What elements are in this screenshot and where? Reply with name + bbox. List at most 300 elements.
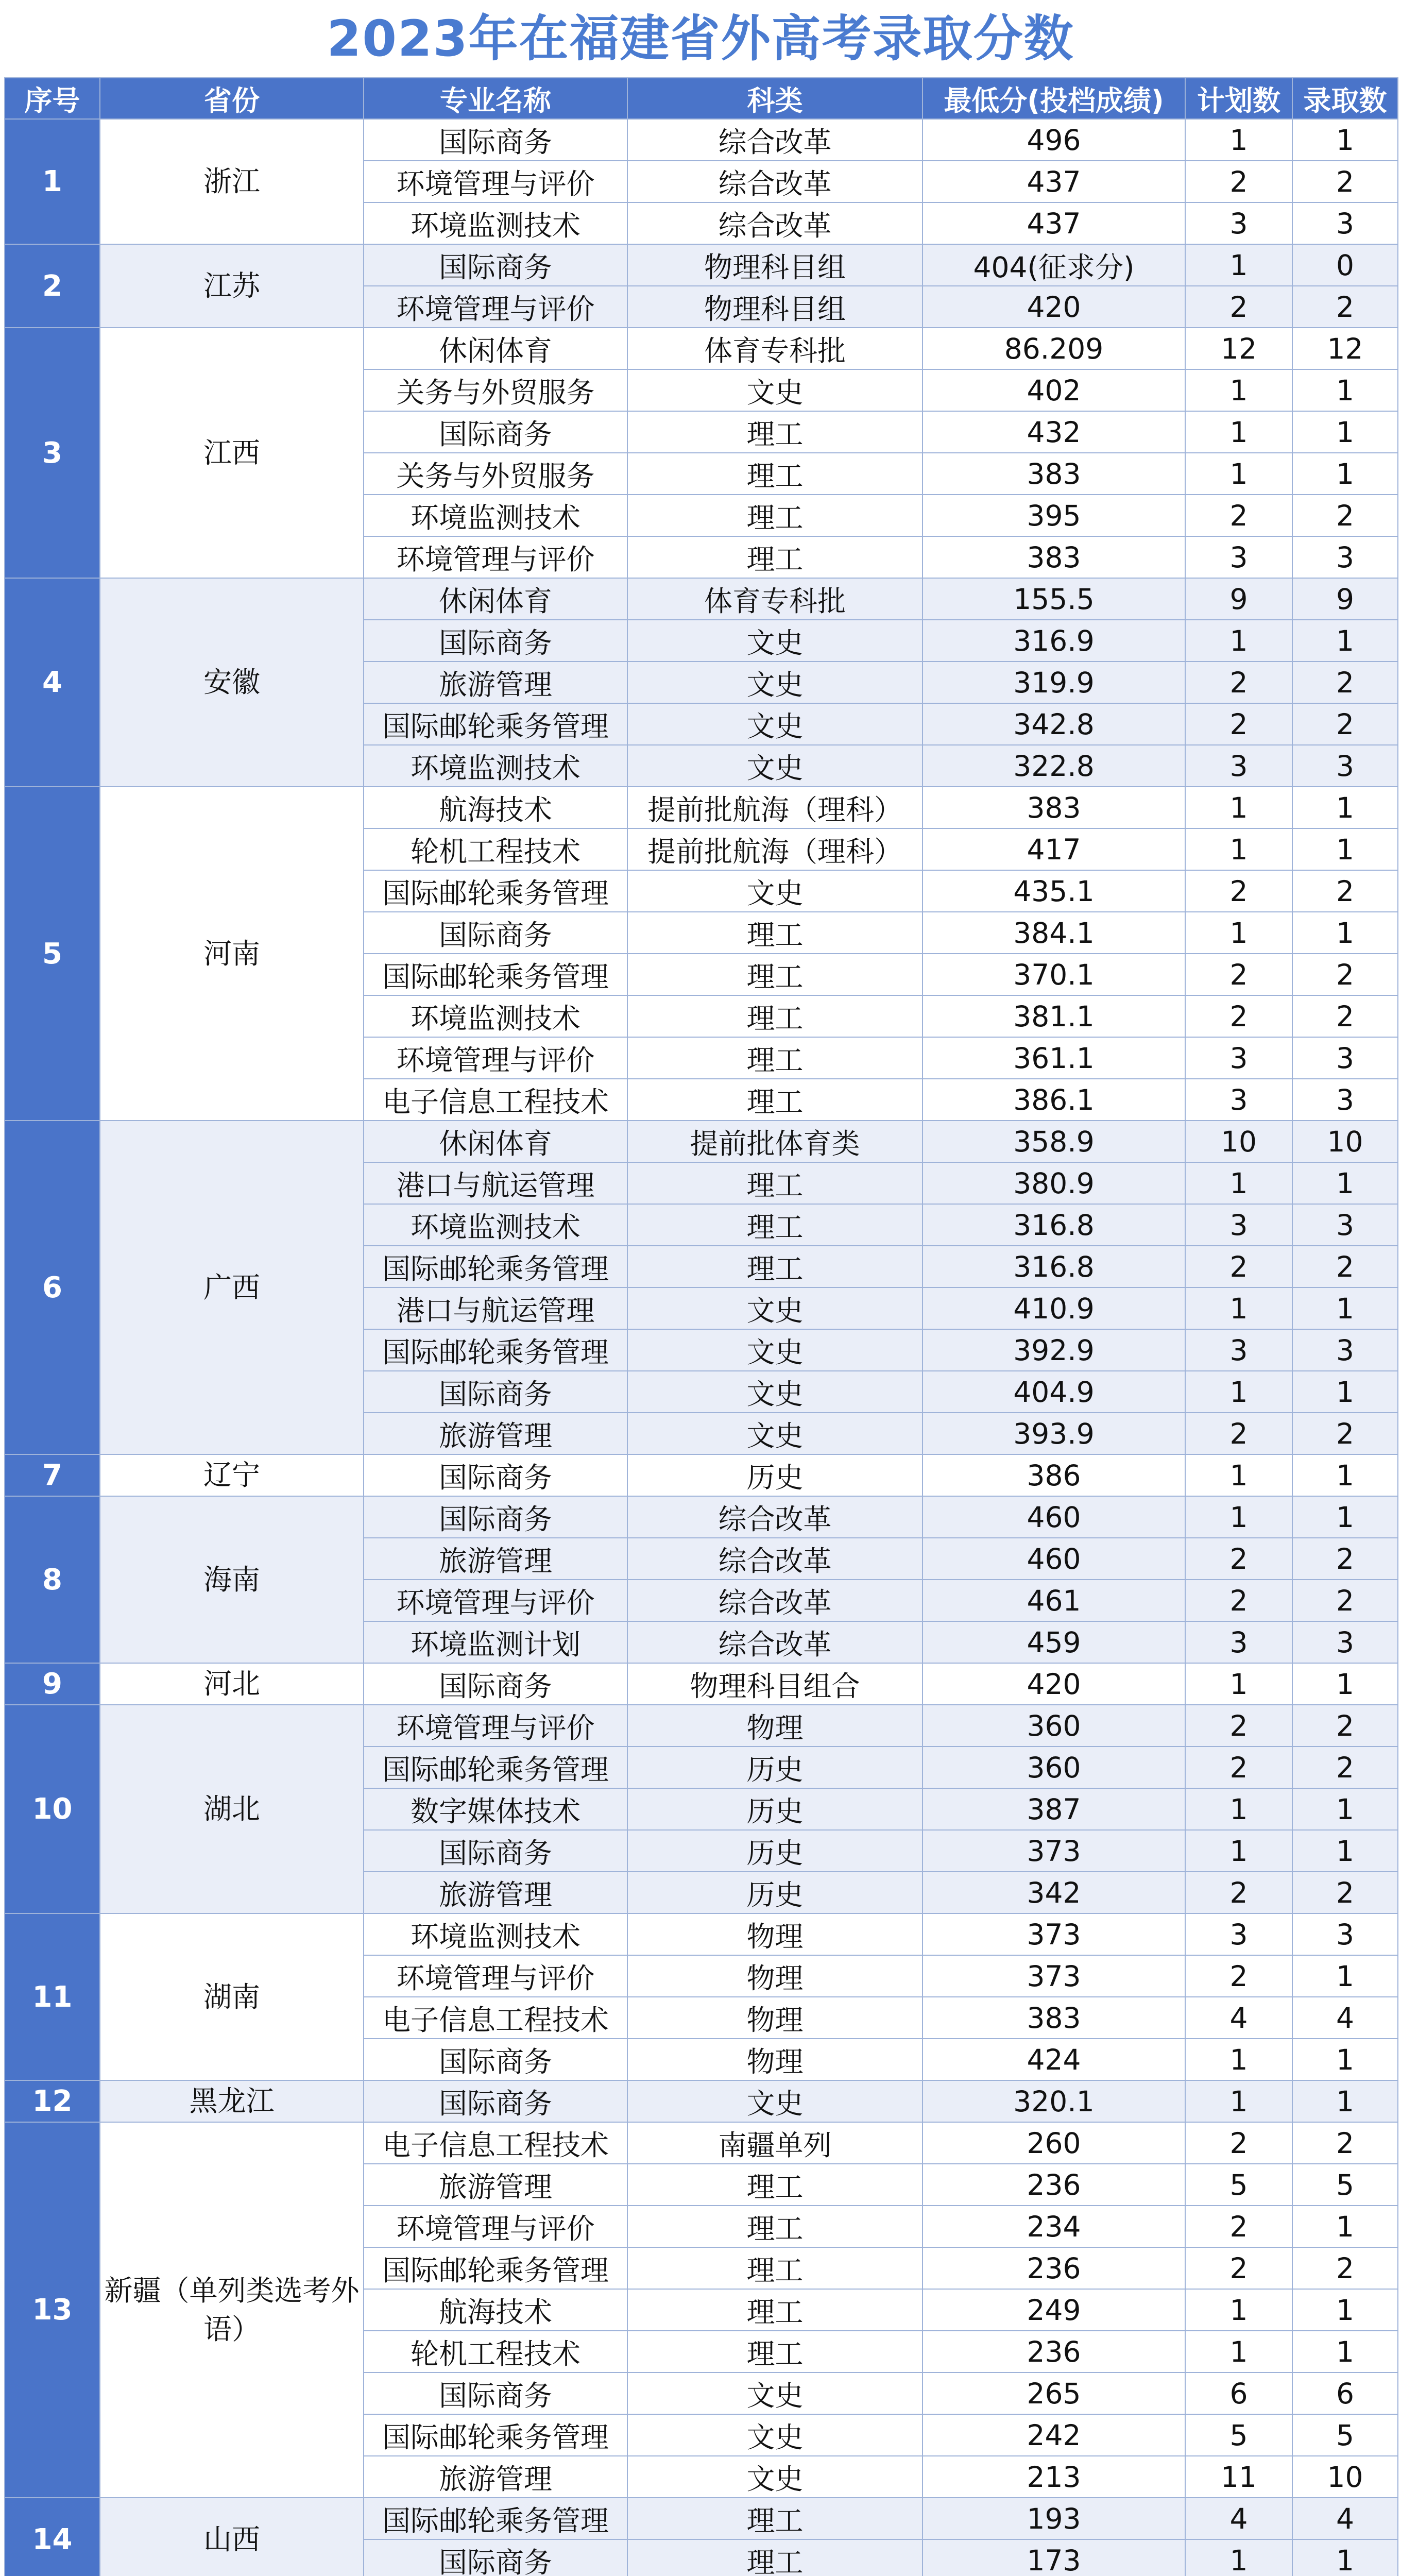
admitted-cell: 3 — [1292, 202, 1398, 244]
major-cell: 国际商务 — [364, 1454, 627, 1496]
seq-cell: 2 — [5, 244, 100, 328]
category-cell: 提前批航海（理科） — [627, 787, 922, 828]
category-cell: 理工 — [627, 1246, 922, 1287]
admitted-cell: 1 — [1292, 620, 1398, 662]
table-row — [5, 787, 1398, 828]
category-cell: 物理科目组 — [627, 286, 922, 328]
admitted-cell: 3 — [1292, 1204, 1398, 1246]
admitted-cell: 2 — [1292, 703, 1398, 745]
major-cell: 环境管理与评价 — [364, 1955, 627, 1997]
min-score-cell: 496 — [922, 119, 1185, 161]
category-cell: 综合改革 — [627, 1496, 922, 1538]
category-cell: 理工 — [627, 453, 922, 495]
table-row — [5, 1454, 1398, 1496]
plan-cell: 2 — [1185, 703, 1292, 745]
admitted-cell: 9 — [1292, 578, 1398, 620]
admitted-cell: 1 — [1292, 828, 1398, 870]
province-cell: 新疆（单列类选考外语） — [100, 2122, 364, 2498]
major-cell: 国际邮轮乘务管理 — [364, 1747, 627, 1788]
admitted-cell: 1 — [1292, 1162, 1398, 1204]
min-score-cell: 342.8 — [922, 703, 1185, 745]
category-cell: 理工 — [627, 2247, 922, 2289]
major-cell: 环境监测技术 — [364, 745, 627, 787]
min-score-cell: 173 — [922, 2539, 1185, 2576]
min-score-cell: 393.9 — [922, 1413, 1185, 1454]
category-cell: 南疆单列 — [627, 2122, 922, 2164]
plan-cell: 1 — [1185, 244, 1292, 286]
min-score-cell: 358.9 — [922, 1121, 1185, 1162]
min-score-cell: 373 — [922, 1913, 1185, 1955]
min-score-cell: 404(征求分) — [922, 244, 1185, 286]
min-score-cell: 460 — [922, 1538, 1185, 1580]
min-score-cell: 383 — [922, 1997, 1185, 2039]
category-cell: 文史 — [627, 1329, 922, 1371]
province-cell: 广西 — [100, 1121, 364, 1454]
category-cell: 提前批体育类 — [627, 1121, 922, 1162]
category-cell: 历史 — [627, 1872, 922, 1913]
admitted-cell: 1 — [1292, 1788, 1398, 1830]
category-cell: 历史 — [627, 1788, 922, 1830]
min-score-cell: 383 — [922, 453, 1185, 495]
major-cell: 旅游管理 — [364, 1413, 627, 1454]
category-cell: 理工 — [627, 1204, 922, 1246]
major-cell: 国际商务 — [364, 244, 627, 286]
min-score-cell: 322.8 — [922, 745, 1185, 787]
plan-cell: 1 — [1185, 2039, 1292, 2080]
admitted-cell: 1 — [1292, 787, 1398, 828]
major-cell: 环境管理与评价 — [364, 286, 627, 328]
admitted-cell: 10 — [1292, 2456, 1398, 2498]
major-cell: 关务与外贸服务 — [364, 453, 627, 495]
province-cell: 安徽 — [100, 578, 364, 787]
min-score-cell: 392.9 — [922, 1329, 1185, 1371]
major-cell: 环境监测计划 — [364, 1621, 627, 1663]
category-cell: 物理科目组合 — [627, 1663, 922, 1705]
plan-cell: 6 — [1185, 2372, 1292, 2414]
header-seq: 序号 — [5, 78, 100, 119]
province-cell: 辽宁 — [100, 1454, 364, 1496]
admitted-cell: 1 — [1292, 1830, 1398, 1872]
header-category: 科类 — [627, 78, 922, 119]
header-min-score: 最低分(投档成绩) — [922, 78, 1185, 119]
plan-cell: 1 — [1185, 411, 1292, 453]
category-cell: 物理 — [627, 1705, 922, 1747]
table-row — [5, 1705, 1398, 1747]
plan-cell: 1 — [1185, 119, 1292, 161]
table-row — [5, 1663, 1398, 1705]
header-province: 省份 — [100, 78, 364, 119]
admitted-cell: 3 — [1292, 1621, 1398, 1663]
min-score-cell: 410.9 — [922, 1287, 1185, 1329]
min-score-cell: 260 — [922, 2122, 1185, 2164]
admitted-cell: 1 — [1292, 912, 1398, 954]
admitted-cell: 2 — [1292, 161, 1398, 202]
min-score-cell: 437 — [922, 161, 1185, 202]
category-cell: 文史 — [627, 2080, 922, 2122]
header-plan: 计划数 — [1185, 78, 1292, 119]
admitted-cell: 5 — [1292, 2414, 1398, 2456]
admitted-cell: 2 — [1292, 495, 1398, 536]
min-score-cell: 384.1 — [922, 912, 1185, 954]
plan-cell: 2 — [1185, 1246, 1292, 1287]
province-cell: 江西 — [100, 328, 364, 578]
category-cell: 文史 — [627, 745, 922, 787]
plan-cell: 1 — [1185, 1830, 1292, 1872]
seq-cell: 8 — [5, 1496, 100, 1663]
admitted-cell: 2 — [1292, 870, 1398, 912]
category-cell: 文史 — [627, 2414, 922, 2456]
major-cell: 国际邮轮乘务管理 — [364, 1246, 627, 1287]
major-cell: 环境管理与评价 — [364, 1705, 627, 1747]
min-score-cell: 437 — [922, 202, 1185, 244]
province-cell: 浙江 — [100, 119, 364, 244]
category-cell: 综合改革 — [627, 1580, 922, 1621]
admitted-cell: 1 — [1292, 2289, 1398, 2331]
min-score-cell: 420 — [922, 286, 1185, 328]
admitted-cell: 1 — [1292, 2331, 1398, 2372]
plan-cell: 1 — [1185, 2080, 1292, 2122]
major-cell: 环境管理与评价 — [364, 1580, 627, 1621]
major-cell: 休闲体育 — [364, 578, 627, 620]
min-score-cell: 316.8 — [922, 1204, 1185, 1246]
major-cell: 国际商务 — [364, 912, 627, 954]
major-cell: 国际邮轮乘务管理 — [364, 870, 627, 912]
category-cell: 理工 — [627, 954, 922, 995]
page-title: 2023年在福建省外高考录取分数 — [327, 10, 1074, 67]
major-cell: 轮机工程技术 — [364, 828, 627, 870]
min-score-cell: 242 — [922, 2414, 1185, 2456]
major-cell: 国际邮轮乘务管理 — [364, 1329, 627, 1371]
plan-cell: 10 — [1185, 1121, 1292, 1162]
major-cell: 旅游管理 — [364, 2164, 627, 2206]
category-cell: 综合改革 — [627, 1621, 922, 1663]
major-cell: 国际商务 — [364, 2080, 627, 2122]
admitted-cell: 10 — [1292, 1121, 1398, 1162]
category-cell: 体育专科批 — [627, 328, 922, 369]
plan-cell: 1 — [1185, 1162, 1292, 1204]
admitted-cell: 1 — [1292, 119, 1398, 161]
min-score-cell: 460 — [922, 1496, 1185, 1538]
table-row — [5, 1121, 1398, 1162]
plan-cell: 1 — [1185, 620, 1292, 662]
admitted-cell: 1 — [1292, 453, 1398, 495]
admitted-cell: 6 — [1292, 2372, 1398, 2414]
plan-cell: 11 — [1185, 2456, 1292, 2498]
province-cell: 山西 — [100, 2498, 364, 2576]
min-score-cell: 435.1 — [922, 870, 1185, 912]
admitted-cell: 2 — [1292, 954, 1398, 995]
plan-cell: 5 — [1185, 2164, 1292, 2206]
category-cell: 文史 — [627, 2372, 922, 2414]
admitted-cell: 2 — [1292, 1413, 1398, 1454]
admitted-cell: 3 — [1292, 1329, 1398, 1371]
seq-cell: 13 — [5, 2122, 100, 2498]
category-cell: 理工 — [627, 2289, 922, 2331]
plan-cell: 2 — [1185, 662, 1292, 703]
category-cell: 综合改革 — [627, 161, 922, 202]
category-cell: 物理 — [627, 1997, 922, 2039]
min-score-cell: 155.5 — [922, 578, 1185, 620]
major-cell: 国际商务 — [364, 620, 627, 662]
min-score-cell: 404.9 — [922, 1371, 1185, 1413]
min-score-cell: 316.8 — [922, 1246, 1185, 1287]
category-cell: 历史 — [627, 1830, 922, 1872]
table-row — [5, 578, 1398, 620]
min-score-cell: 213 — [922, 2456, 1185, 2498]
min-score-cell: 420 — [922, 1663, 1185, 1705]
min-score-cell: 402 — [922, 369, 1185, 411]
min-score-cell: 373 — [922, 1955, 1185, 1997]
seq-cell: 5 — [5, 787, 100, 1121]
plan-cell: 2 — [1185, 2122, 1292, 2164]
min-score-cell: 417 — [922, 828, 1185, 870]
category-cell: 理工 — [627, 411, 922, 453]
table-row — [5, 2080, 1398, 2122]
category-cell: 理工 — [627, 2498, 922, 2539]
major-cell: 环境监测技术 — [364, 495, 627, 536]
province-cell: 江苏 — [100, 244, 364, 328]
admitted-cell: 2 — [1292, 2122, 1398, 2164]
seq-cell: 1 — [5, 119, 100, 244]
admitted-cell: 2 — [1292, 286, 1398, 328]
plan-cell: 2 — [1185, 954, 1292, 995]
category-cell: 理工 — [627, 2331, 922, 2372]
seq-cell: 6 — [5, 1121, 100, 1454]
plan-cell: 2 — [1185, 1705, 1292, 1747]
plan-cell: 2 — [1185, 161, 1292, 202]
plan-cell: 12 — [1185, 328, 1292, 369]
plan-cell: 2 — [1185, 1747, 1292, 1788]
plan-cell: 1 — [1185, 1788, 1292, 1830]
plan-cell: 2 — [1185, 1580, 1292, 1621]
major-cell: 休闲体育 — [364, 328, 627, 369]
category-cell: 文史 — [627, 703, 922, 745]
min-score-cell: 86.209 — [922, 328, 1185, 369]
table-row — [5, 119, 1398, 161]
major-cell: 电子信息工程技术 — [364, 1997, 627, 2039]
major-cell: 航海技术 — [364, 2289, 627, 2331]
category-cell: 历史 — [627, 1454, 922, 1496]
admitted-cell: 1 — [1292, 1371, 1398, 1413]
category-cell: 文史 — [627, 1287, 922, 1329]
seq-cell: 7 — [5, 1454, 100, 1496]
plan-cell: 1 — [1185, 2289, 1292, 2331]
plan-cell: 1 — [1185, 828, 1292, 870]
plan-cell: 3 — [1185, 1913, 1292, 1955]
plan-cell: 1 — [1185, 1371, 1292, 1413]
admitted-cell: 2 — [1292, 1538, 1398, 1580]
major-cell: 数字媒体技术 — [364, 1788, 627, 1830]
plan-cell: 1 — [1185, 1496, 1292, 1538]
admitted-cell: 2 — [1292, 1747, 1398, 1788]
min-score-cell: 381.1 — [922, 995, 1185, 1037]
seq-cell: 10 — [5, 1705, 100, 1913]
major-cell: 旅游管理 — [364, 662, 627, 703]
plan-cell: 1 — [1185, 912, 1292, 954]
category-cell: 文史 — [627, 369, 922, 411]
seq-cell: 9 — [5, 1663, 100, 1705]
category-cell: 文史 — [627, 620, 922, 662]
major-cell: 轮机工程技术 — [364, 2331, 627, 2372]
admitted-cell: 4 — [1292, 2498, 1398, 2539]
admitted-cell: 2 — [1292, 2247, 1398, 2289]
major-cell: 电子信息工程技术 — [364, 1079, 627, 1121]
table-row — [5, 1496, 1398, 1538]
min-score-cell: 395 — [922, 495, 1185, 536]
major-cell: 航海技术 — [364, 787, 627, 828]
header-admitted: 录取数 — [1292, 78, 1398, 119]
plan-cell: 3 — [1185, 202, 1292, 244]
min-score-cell: 386 — [922, 1454, 1185, 1496]
plan-cell: 1 — [1185, 1454, 1292, 1496]
plan-cell: 3 — [1185, 1079, 1292, 1121]
province-cell: 湖南 — [100, 1913, 364, 2080]
min-score-cell: 387 — [922, 1788, 1185, 1830]
admitted-cell: 3 — [1292, 1079, 1398, 1121]
plan-cell: 3 — [1185, 536, 1292, 578]
admitted-cell: 3 — [1292, 745, 1398, 787]
admitted-cell: 2 — [1292, 995, 1398, 1037]
min-score-cell: 234 — [922, 2206, 1185, 2247]
min-score-cell: 383 — [922, 787, 1185, 828]
min-score-cell: 386.1 — [922, 1079, 1185, 1121]
major-cell: 环境监测技术 — [364, 1913, 627, 1955]
major-cell: 环境监测技术 — [364, 202, 627, 244]
plan-cell: 2 — [1185, 286, 1292, 328]
major-cell: 国际商务 — [364, 119, 627, 161]
category-cell: 理工 — [627, 1162, 922, 1204]
plan-cell: 2 — [1185, 495, 1292, 536]
major-cell: 国际商务 — [364, 1830, 627, 1872]
admitted-cell: 3 — [1292, 536, 1398, 578]
min-score-cell: 461 — [922, 1580, 1185, 1621]
min-score-cell: 249 — [922, 2289, 1185, 2331]
major-cell: 国际商务 — [364, 1496, 627, 1538]
admitted-cell: 1 — [1292, 2080, 1398, 2122]
major-cell: 国际商务 — [364, 2539, 627, 2576]
admitted-cell: 4 — [1292, 1997, 1398, 2039]
category-cell: 历史 — [627, 1747, 922, 1788]
min-score-cell: 236 — [922, 2331, 1185, 2372]
major-cell: 环境管理与评价 — [364, 536, 627, 578]
admitted-cell: 2 — [1292, 1705, 1398, 1747]
min-score-cell: 370.1 — [922, 954, 1185, 995]
major-cell: 旅游管理 — [364, 1872, 627, 1913]
admitted-cell: 3 — [1292, 1037, 1398, 1079]
admitted-cell: 0 — [1292, 244, 1398, 286]
category-cell: 综合改革 — [627, 202, 922, 244]
major-cell: 环境管理与评价 — [364, 161, 627, 202]
category-cell: 理工 — [627, 495, 922, 536]
province-cell: 河南 — [100, 787, 364, 1121]
major-cell: 国际商务 — [364, 2039, 627, 2080]
major-cell: 旅游管理 — [364, 1538, 627, 1580]
admitted-cell: 1 — [1292, 2039, 1398, 2080]
min-score-cell: 424 — [922, 2039, 1185, 2080]
major-cell: 关务与外贸服务 — [364, 369, 627, 411]
admitted-cell: 3 — [1292, 1913, 1398, 1955]
province-cell: 湖北 — [100, 1705, 364, 1913]
table-row — [5, 1913, 1398, 1955]
min-score-cell: 373 — [922, 1830, 1185, 1872]
table-row — [5, 244, 1398, 286]
category-cell: 文史 — [627, 870, 922, 912]
plan-cell: 9 — [1185, 578, 1292, 620]
min-score-cell: 320.1 — [922, 2080, 1185, 2122]
category-cell: 文史 — [627, 2456, 922, 2498]
plan-cell: 2 — [1185, 1955, 1292, 1997]
admitted-cell: 2 — [1292, 1580, 1398, 1621]
major-cell: 电子信息工程技术 — [364, 2122, 627, 2164]
category-cell: 理工 — [627, 1079, 922, 1121]
min-score-cell: 319.9 — [922, 662, 1185, 703]
plan-cell: 3 — [1185, 1204, 1292, 1246]
plan-cell: 2 — [1185, 870, 1292, 912]
major-cell: 国际商务 — [364, 2372, 627, 2414]
plan-cell: 2 — [1185, 1538, 1292, 1580]
admitted-cell: 1 — [1292, 1287, 1398, 1329]
category-cell: 理工 — [627, 536, 922, 578]
major-cell: 环境管理与评价 — [364, 2206, 627, 2247]
table-row — [5, 2122, 1398, 2164]
admitted-cell: 12 — [1292, 328, 1398, 369]
category-cell: 综合改革 — [627, 119, 922, 161]
plan-cell: 2 — [1185, 1872, 1292, 1913]
min-score-cell: 236 — [922, 2247, 1185, 2289]
province-cell: 黑龙江 — [100, 2080, 364, 2122]
major-cell: 国际邮轮乘务管理 — [364, 703, 627, 745]
admitted-cell: 1 — [1292, 2206, 1398, 2247]
min-score-cell: 342 — [922, 1872, 1185, 1913]
plan-cell: 4 — [1185, 2498, 1292, 2539]
admitted-cell: 1 — [1292, 411, 1398, 453]
category-cell: 综合改革 — [627, 1538, 922, 1580]
major-cell: 国际商务 — [364, 411, 627, 453]
category-cell: 提前批航海（理科） — [627, 828, 922, 870]
admitted-cell: 1 — [1292, 2539, 1398, 2576]
plan-cell: 2 — [1185, 2206, 1292, 2247]
table-row — [5, 2498, 1398, 2539]
seq-cell: 14 — [5, 2498, 100, 2576]
admitted-cell: 2 — [1292, 1872, 1398, 1913]
admitted-cell: 1 — [1292, 1454, 1398, 1496]
major-cell: 环境监测技术 — [364, 1204, 627, 1246]
min-score-cell: 316.9 — [922, 620, 1185, 662]
plan-cell: 3 — [1185, 1329, 1292, 1371]
admitted-cell: 1 — [1292, 369, 1398, 411]
seq-cell: 4 — [5, 578, 100, 787]
admitted-cell: 2 — [1292, 662, 1398, 703]
plan-cell: 3 — [1185, 1621, 1292, 1663]
plan-cell: 3 — [1185, 745, 1292, 787]
province-cell: 海南 — [100, 1496, 364, 1663]
min-score-cell: 360 — [922, 1747, 1185, 1788]
category-cell: 物理 — [627, 2039, 922, 2080]
province-cell: 河北 — [100, 1663, 364, 1705]
category-cell: 文史 — [627, 1413, 922, 1454]
major-cell: 环境监测技术 — [364, 995, 627, 1037]
category-cell: 理工 — [627, 2539, 922, 2576]
major-cell: 国际商务 — [364, 1663, 627, 1705]
plan-cell: 1 — [1185, 1287, 1292, 1329]
major-cell: 国际邮轮乘务管理 — [364, 954, 627, 995]
table-body — [5, 119, 1398, 2576]
min-score-cell: 361.1 — [922, 1037, 1185, 1079]
category-cell: 物理 — [627, 1955, 922, 1997]
major-cell: 休闲体育 — [364, 1121, 627, 1162]
major-cell: 环境管理与评价 — [364, 1037, 627, 1079]
category-cell: 物理 — [627, 1913, 922, 1955]
